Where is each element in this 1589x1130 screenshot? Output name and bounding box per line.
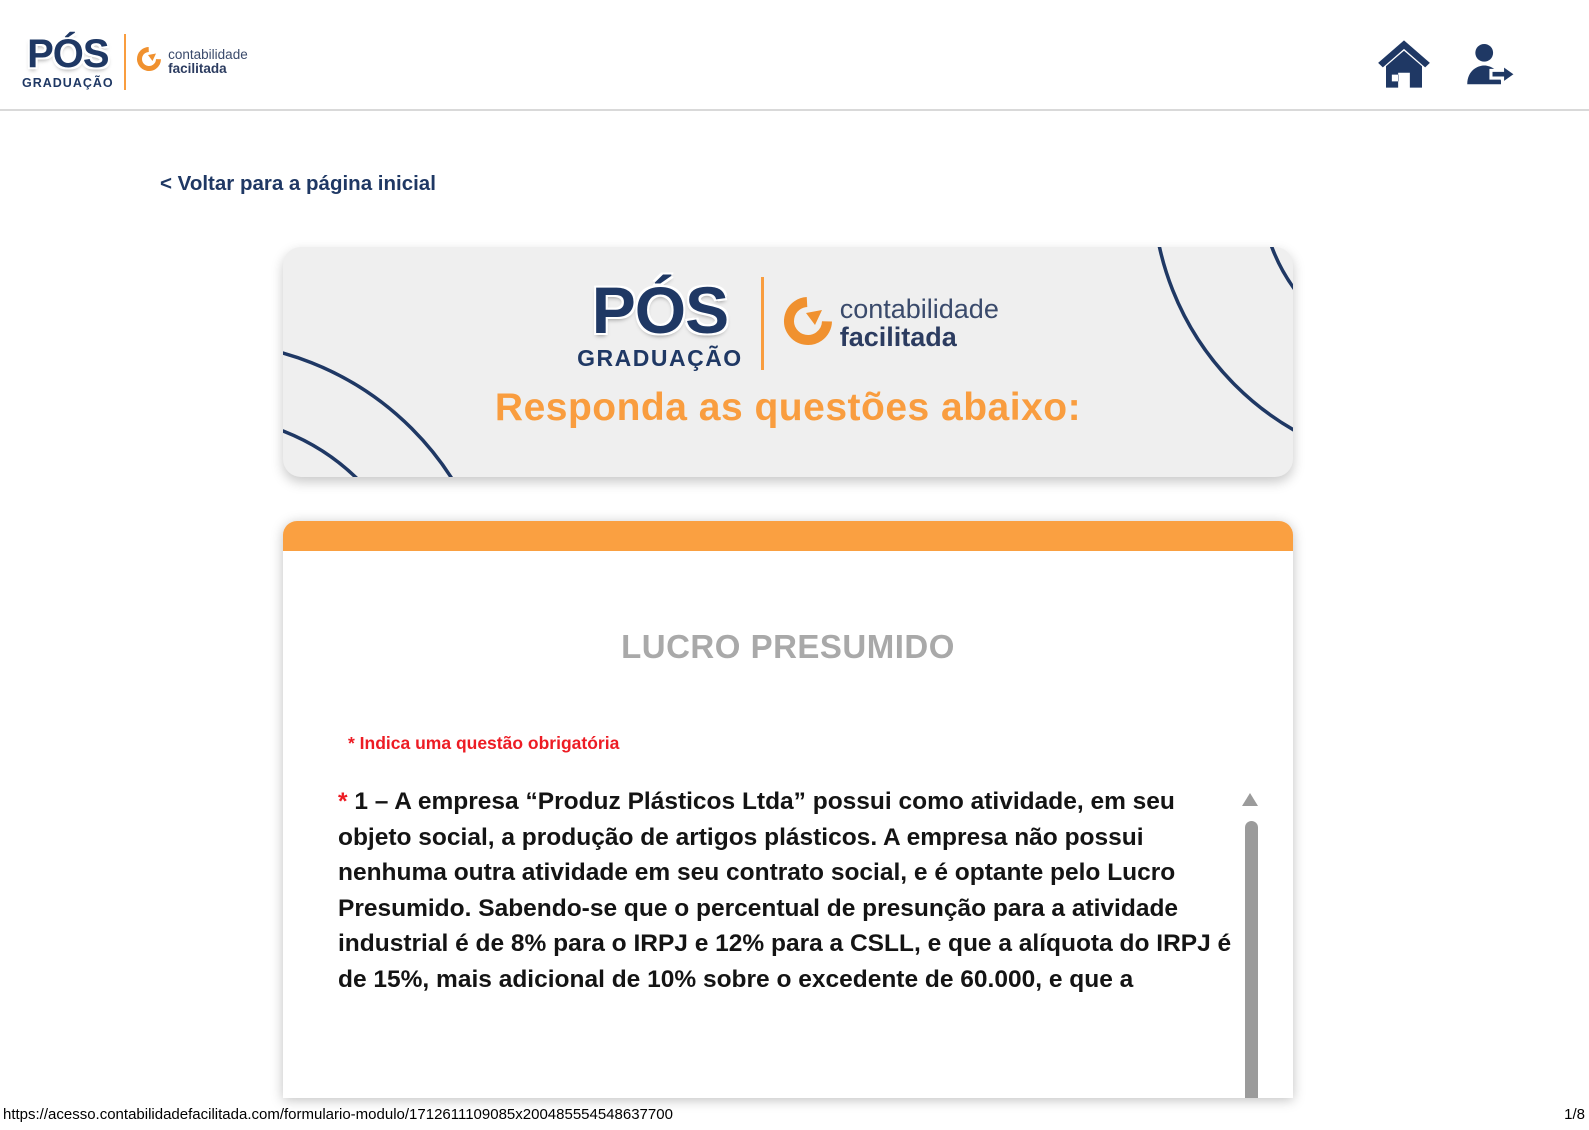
- header-icons: [1377, 38, 1517, 90]
- header-logo: [22, 34, 248, 90]
- graduacao-logo-text: GRADUAÇÃO: [22, 76, 114, 90]
- cf-line1: contabilidade: [839, 293, 999, 324]
- card-orange-topbar: [283, 521, 1293, 551]
- cf-line1: contabilidade: [168, 46, 248, 62]
- logout-icon[interactable]: [1463, 38, 1517, 90]
- question-line: industrial é de 8% para o IRPJ e 12% para a CSLL, e que a alíquota do IRPJ é: [338, 930, 1232, 957]
- question-text: [338, 784, 1238, 997]
- question-line: objeto social, a produção de artigos plásticos. A empresa não possui: [338, 823, 1144, 851]
- banner-heading: Responda as questões abaixo:: [494, 386, 1082, 429]
- cf-logo-text: [168, 48, 248, 76]
- scrollbar-up-arrow-icon[interactable]: [1242, 793, 1258, 806]
- banner-inner: [283, 247, 1293, 430]
- pos-logo-text: PÓS: [27, 32, 109, 76]
- scrollbar-thumb[interactable]: [1245, 821, 1258, 1098]
- required-note: * Indica uma questão obrigatória: [348, 733, 620, 753]
- contabilidade-facilitada-logo: [782, 295, 999, 352]
- pos-graduacao-logo: [577, 273, 743, 371]
- form-card: [283, 521, 1293, 1098]
- contabilidade-facilitada-logo: [136, 46, 248, 77]
- print-footer-page-indicator: 1/8: [1564, 1106, 1585, 1123]
- pos-logo-text: PÓS: [591, 273, 729, 347]
- question-line: de 15%, mais adicional de 10% sobre o excedente de 60.000, e que a: [338, 965, 1134, 993]
- module-title: LUCRO PRESUMIDO: [621, 628, 955, 665]
- cf-line2: facilitada: [168, 60, 227, 76]
- pos-graduacao-logo: [22, 34, 114, 90]
- required-asterisk: *: [338, 788, 355, 815]
- cf-logo-text: [839, 293, 999, 352]
- question-line: * 1 – A empresa “Produz Plásticos Ltda” possui como atividade, em seu: [338, 788, 1175, 815]
- cf-line2: facilitada: [839, 321, 957, 352]
- home-icon[interactable]: [1377, 38, 1431, 90]
- print-footer-url: https://acesso.contabilidadefacilitada.com/formulario-modulo/1712611109085x200485554548637700: [3, 1106, 673, 1123]
- banner: [283, 247, 1293, 477]
- question-line: Presumido. Sabendo-se que o percentual de presunção para a atividade: [338, 894, 1179, 922]
- graduacao-logo-text: GRADUAÇÃO: [577, 345, 743, 371]
- question-line: nenhuma outra atividade em seu contrato social, e é optante pelo Lucro: [338, 859, 1176, 886]
- back-to-home-link[interactable]: < Voltar para a página inicial: [160, 172, 436, 195]
- logo-divider: [761, 277, 764, 370]
- cf-logo-icon: [782, 295, 834, 352]
- app-header: [0, 0, 1589, 111]
- logo-divider: [124, 34, 127, 90]
- cf-logo-icon: [136, 46, 162, 77]
- banner-logo: [577, 273, 999, 371]
